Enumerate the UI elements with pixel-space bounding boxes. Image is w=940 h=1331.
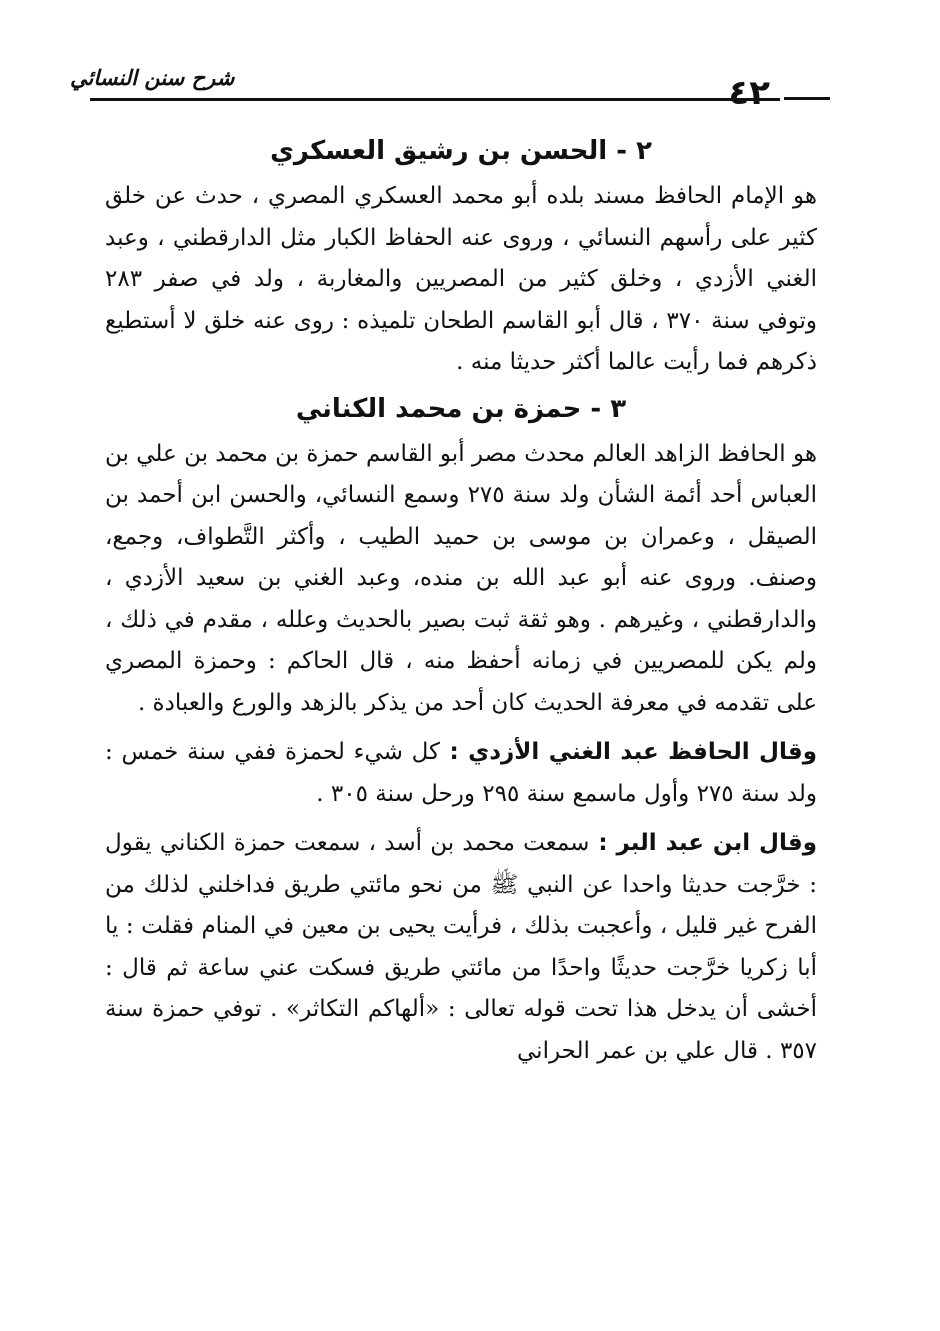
page-number-dash [784,97,830,100]
paragraph [105,823,817,1072]
page-body [105,126,817,1072]
paragraph [105,176,817,384]
section-heading-hamza: ٣ - حمزة بن محمد الكناني [295,393,627,424]
paragraph [105,732,817,815]
running-title: شرح سنن النسائي [70,66,235,90]
paragraph-lead: وقال الحافظ عبد الغني الأزدي : [440,739,818,765]
page-number: ٤٢ [728,73,770,113]
header-rule [90,98,780,101]
running-header [70,62,830,112]
section-heading-al-hasan: ٢ - الحسن بن رشيق العسكري [270,136,652,166]
paragraph-text: سمعت محمد بن أسد ، سمعت حمزة الكناني يقول : خرَّجت حديثا واحدا عن النبي ﷺ من نحو مائتي طريق فداخلني لذلك من الفرح غير قليل ، وأعجبت بذلك ، فرأيت يحيى بن معين في المنام فقلت : يا أبا زكريا خرَّجت حديثًا واحدًا من مائتي طريق فسكت عني ساعة ثم قال : أخشى أن يدخل هذا تحت قوله تعالى : «ألهاكم التكاثر» . توفي حمزة سنة ٣٥٧ . قال علي بن عمر الحراني [105,830,817,1064]
paragraph-text: هو الإمام الحافظ مسند بلده أبو محمد العسكري المصري ، حدث عن خلق كثير على رأسهم النسائي ، وروى عنه الحفاظ الكبار مثل الدارقطني ، وعبد الغني الأزدي ، وخلق كثير من المصريين والمغاربة ، ولد في صفر ٢٨٣ وتوفي سنة ٣٧٠ ، قال أبو القاسم الطحان تلميذه : روى عنه خلق لا أستطيع ذكرهم فما رأيت عالما أكثر حديثا منه . [105,183,817,375]
paragraph-text: هو الحافظ الزاهد العالم محدث مصر أبو القاسم حمزة بن محمد بن علي بن العباس أحد أئمة الشأن ولد سنة ٢٧٥ وسمع النسائي، والحسن ابن أحمد بن الصيقل ، وعمران بن موسى بن حميد الطيب ، وأكثر التَّطواف، وجمع، وصنف. وروى عنه أبو عبد الله بن منده، وعبد الغني بن سعيد الأزدي ، والدارقطني ، وغيرهم . وهو ثقة ثبت بصير بالحديث وعلله ، مقدم في ذلك ، ولم يكن للمصريين في زمانه أحفظ منه ، قال الحاكم : وحمزة المصري على تقدمه في معرفة الحديث كان أحد من يذكر بالزهد والورع والعبادة . [105,440,817,716]
paragraph-text: كل شيء لحمزة ففي سنة خمس : ولد سنة ٢٧٥ وأول ماسمع سنة ٢٩٥ ورحل سنة ٣٠٥ . [105,739,817,807]
paragraph-lead: وقال ابن عبد البر : [589,830,817,856]
paragraph [105,434,817,725]
